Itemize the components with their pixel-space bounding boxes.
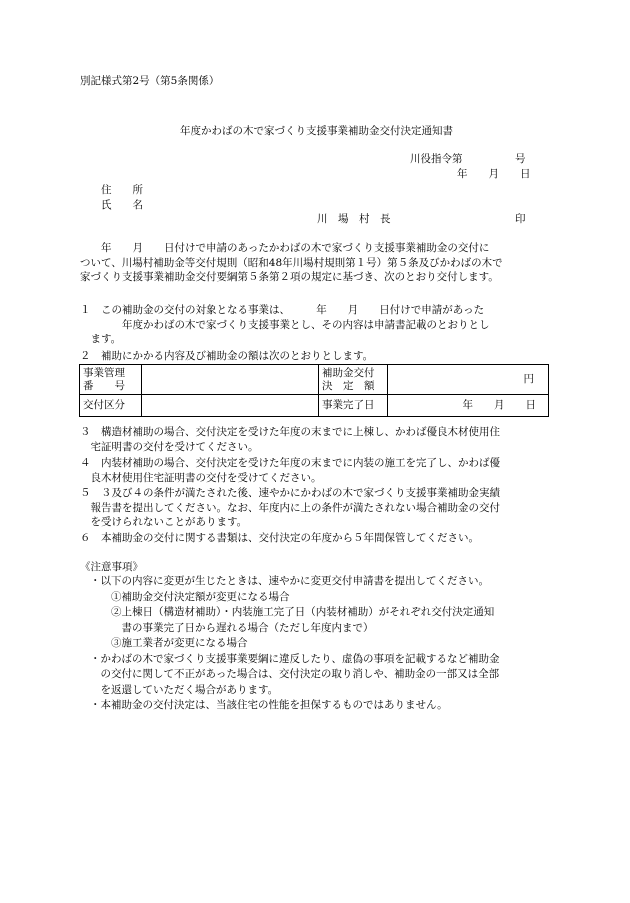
note-line: の交付に関して不正があった場合は、交付決定の取り消しや、補助金の一部又は全部 xyxy=(90,668,500,680)
subsidy-info-table xyxy=(79,364,549,417)
notes-list xyxy=(90,574,500,714)
note-line: 書の事業完了日から遅れる場合（ただし年度内まで） xyxy=(90,621,374,634)
amount-label: 補助金交付 決 定 額 xyxy=(319,365,388,395)
note-line: を返還していただく場合があります。 xyxy=(90,683,279,696)
seal-mark: 印 xyxy=(515,213,526,225)
category-label: 交付区分 xyxy=(80,395,142,417)
note-line: ・以下の内容に変更が生じたときは、速やかに変更交付申請書を提出してください。 xyxy=(90,575,489,587)
note-line: ③施工業者が変更になる場合 xyxy=(90,637,248,649)
item-4: ４ 内装材補助の場合、交付決定を受けた年度の末までに内装の施工を完了し、かわば優 良木材使用住宅証明書の交付を受けてください。 xyxy=(80,457,500,484)
item-6: ６ 本補助金の交付に関する書類は、交付決定の年度から５年間保管してください。 xyxy=(80,532,479,544)
management-number-label: 事業管理 番 号 xyxy=(80,365,142,395)
item-5: ５ ３及び４の条件が満たされた後、速やかにかわばの木で家づくり支援事業補助金実績 報告書を提出してください。なお、年度内に上の条件が満たされない場合補助金の交付 を受けられないことがあります。 xyxy=(80,487,500,528)
note-line: ・本補助金の交付決定は、当該住宅の性能を担保するものではありません。 xyxy=(90,699,448,711)
completion-date-value: 年 月 日 xyxy=(388,395,549,417)
category-value xyxy=(142,395,319,417)
note-line: ・かわばの木で家づくり支援事業要綱に違反したり、虚偽の事項を記載するなど補助金 xyxy=(90,652,500,665)
notes-title: 《注意事項》 xyxy=(80,561,143,573)
issuer-name: 川 場 村 長 xyxy=(317,213,391,225)
item-1: １ この補助金の交付の対象となる事業は、 年 月 日付けで申請があった 年度かわばの木で家づくり支援事業とし、その内容は申請書記載のとおりとし ます。 xyxy=(80,304,490,345)
name-label: 氏 名 xyxy=(101,199,143,211)
amount-value: 円 xyxy=(388,365,549,395)
note-line: ①補助金交付決定額が変更になる場合 xyxy=(90,590,290,603)
note-line: ②上棟日（構造材補助）・内装施工完了日（内装材補助）がそれぞれ交付決定通知 xyxy=(90,606,495,618)
issue-date: 年 月 日 xyxy=(457,168,531,180)
document-number: 川役指令第 号 xyxy=(410,153,526,165)
document-title: 年度かわばの木で家づくり支援事業補助金交付決定通知書 xyxy=(180,125,453,137)
form-label: 別記様式第2号（第5条関係） xyxy=(80,75,220,87)
management-number-value xyxy=(142,365,319,395)
item-3: ３ 構造材補助の場合、交付決定を受けた年度の末までに上棟し、かわば優良木材使用住 宅証明書の交付を受けてください。 xyxy=(80,426,500,453)
intro-paragraph: 年 月 日付けで申請のあったかわばの木で家づくり支援事業補助金の交付に ついて、川場村補助金等交付規則（昭和48年川場村規則第１号）第５条及びかわばの木で 家づくり支援事業補助金交付要綱第５条第２項の規定に基づき、次のとおり交付します。 xyxy=(80,242,503,283)
completion-date-label: 事業完了日 xyxy=(319,395,388,417)
address-label: 住 所 xyxy=(101,184,143,196)
item-2: ２ 補助にかかる内容及び補助金の額は次のとおりとします。 xyxy=(80,350,374,362)
